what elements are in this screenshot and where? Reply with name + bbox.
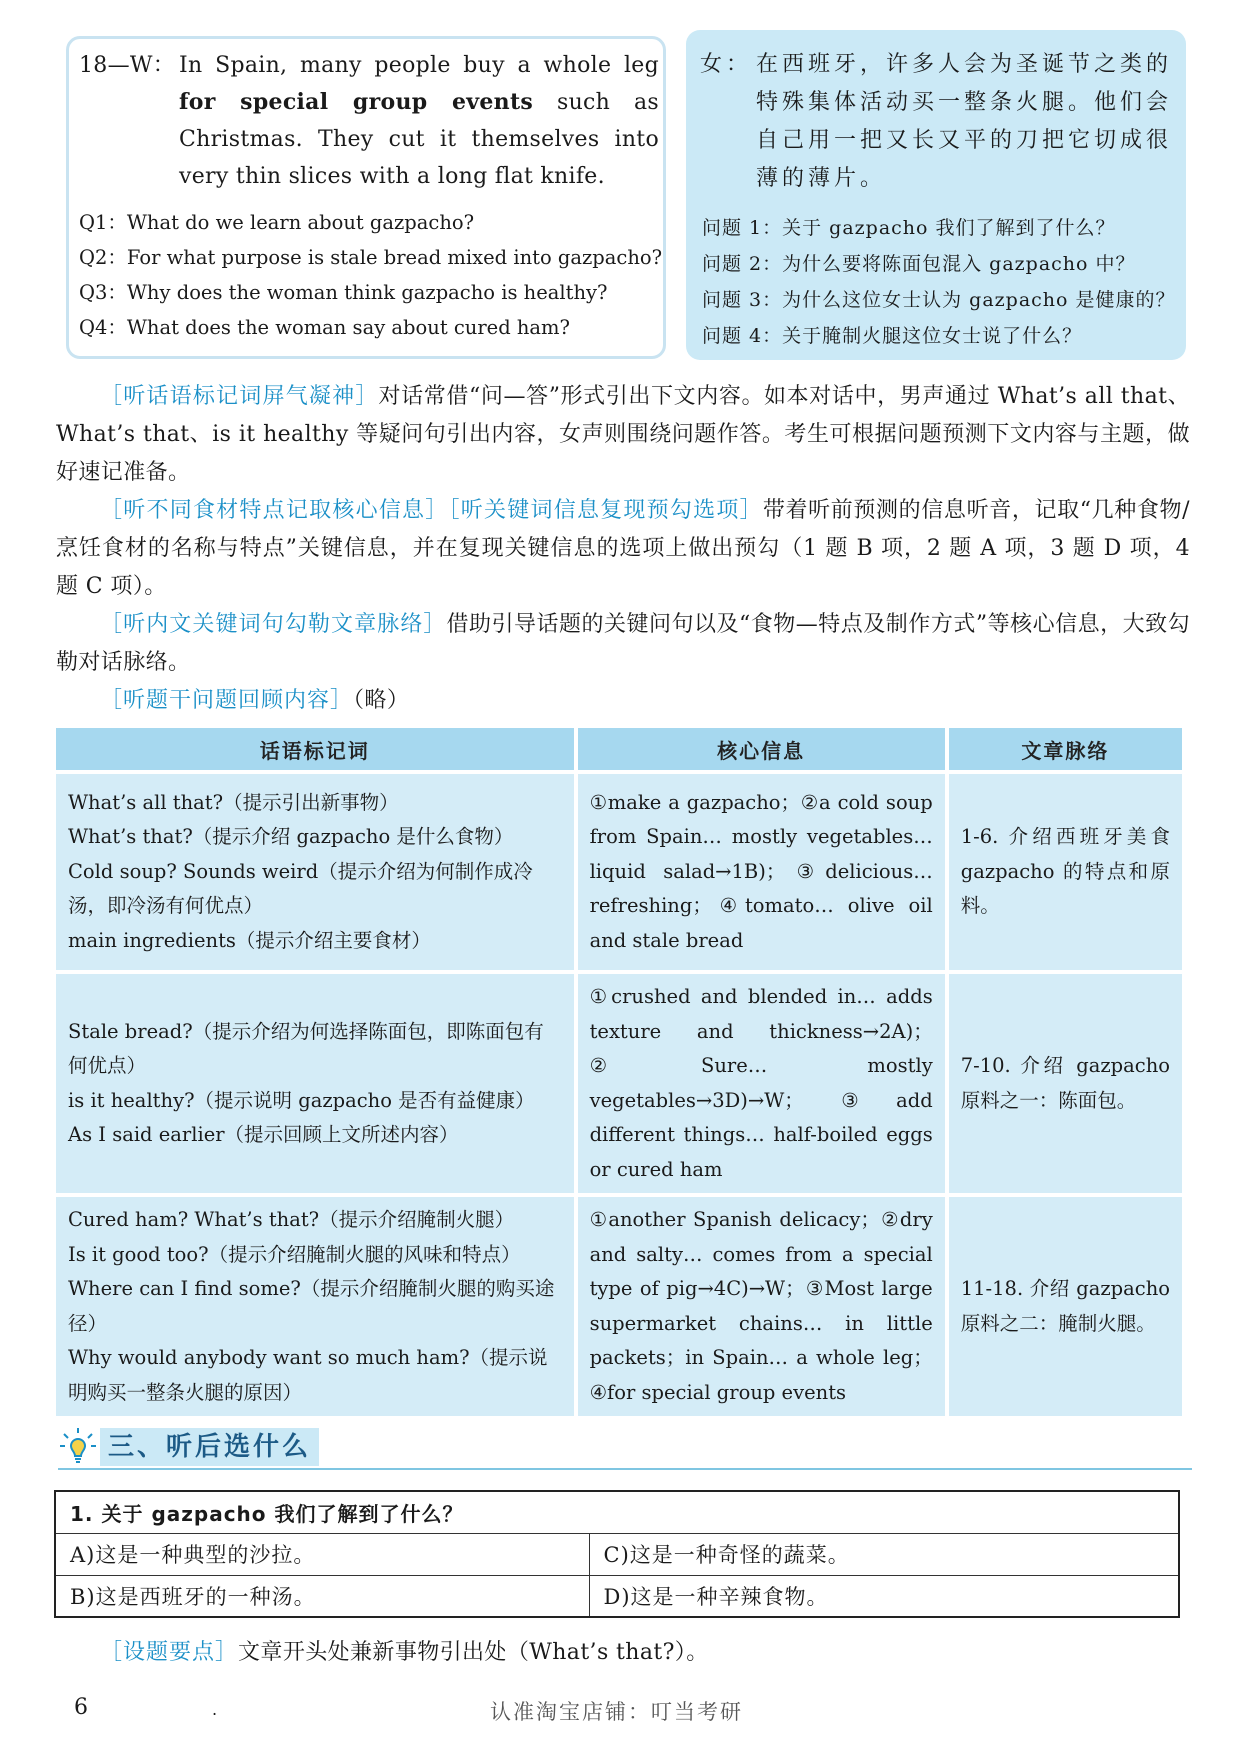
- chinese-questions: [702, 210, 1176, 354]
- chinese-translation-box: [686, 30, 1186, 360]
- markers-cell: [56, 974, 574, 1193]
- marker-line: Cured ham? What’s that?（提示介绍腌制火腿）: [68, 1208, 515, 1231]
- column-header: 话语标记词: [56, 728, 574, 770]
- column-header: 文章脉络: [949, 728, 1182, 770]
- core-info-cell: ①make a gazpacho；②a cold soup from Spain… mostly vegetables… liquid salad→1B)；③delicious… refreshing；④tomato… olive oil and stale bread: [578, 774, 945, 970]
- marker-line: What’s that?（提示介绍 gazpacho 是什么食物）: [68, 825, 514, 849]
- footer-dot: .: [212, 1700, 218, 1719]
- footer-shop-text: 认准淘宝店铺：叮当考研: [490, 1700, 743, 1724]
- page-number: 6: [74, 1695, 88, 1720]
- marker-line: Is it good too?（提示介绍腌制火腿的风味和特点）: [68, 1242, 521, 1266]
- table-row: [56, 974, 1182, 1193]
- english-questions: [79, 205, 662, 345]
- english-text-part: such as Christmas. They cut it themselves into very thin slices with a long flat knife.: [179, 90, 659, 189]
- option-c: C)这是一种奇怪的蔬菜。: [589, 1533, 1179, 1575]
- english-dialogue-box: [66, 36, 666, 359]
- english-text-part: In Spain, many people buy a whole leg: [179, 53, 659, 78]
- paragraph-text: 对话常借“问—答”形式引出下文内容。如本对话中，男声通过 What’s all that、What’s that、is it healthy 等疑问句引出内容，女声则围绕问题作答。考生可根据问题预测下文内容与主题，做好速记准备。: [56, 384, 1190, 485]
- english-dialogue-text: [179, 47, 659, 195]
- options-row: [55, 1533, 1179, 1575]
- english-text-bold: for special group events: [179, 89, 534, 115]
- marker-line: main ingredients（提示介绍主要食材）: [68, 928, 431, 952]
- markers-cell: [56, 774, 574, 970]
- chinese-dialogue: [700, 46, 1172, 198]
- column-header: 核心信息: [578, 728, 945, 770]
- section-header: [58, 1426, 1192, 1470]
- question-line: Q2：For what purpose is stale bread mixed into gazpacho?: [79, 246, 663, 269]
- question-title: 1. 关于 gazpacho 我们了解到了什么？: [55, 1491, 1179, 1533]
- paragraph-text: 文章开头处兼新事物引出处（What’s that?）。: [238, 1640, 709, 1665]
- paragraph: [56, 492, 1190, 606]
- marker-line: As I said earlier（提示回顾上文所述内容）: [68, 1123, 459, 1146]
- core-info-cell: ①crushed and blended in… adds texture and thickness→2A)；②Sure… mostly vegetables→3D)→W；③add different things… half-boiled eggs or cured ham: [578, 974, 945, 1193]
- table-row: [56, 774, 1182, 970]
- speaker-label: 女：: [700, 52, 753, 77]
- section-tag: ［听内文关键词句勾勒文章脉络］: [100, 612, 447, 637]
- question-line: 问题 1：关于 gazpacho 我们了解到了什么？: [702, 217, 1116, 239]
- option-b: B)这是西班牙的一种汤。: [55, 1575, 589, 1617]
- table-row: [56, 1197, 1182, 1416]
- marker-line: Cold soup? Sounds weird（提示介绍为何制作成冷汤，即冷汤有何优点）: [68, 859, 533, 918]
- section-tag: ［听话语标记词屏气凝神］: [100, 384, 379, 409]
- core-info-cell: ①another Spanish delicacy；②dry and salty… comes from a special type of pig→4C)→W；③Most large supermarket chains… in little packets；in Spain… a whole leg；④for special group events: [578, 1197, 945, 1416]
- table-header-row: [56, 728, 1182, 770]
- question-line: Q4：What does the woman say about cured ham?: [79, 316, 571, 339]
- markers-cell: [56, 1197, 574, 1416]
- english-dialogue: [79, 47, 659, 195]
- lightbulb-icon: [58, 1426, 98, 1470]
- paragraph: [56, 378, 1190, 492]
- question-line: Q3：Why does the woman think gazpacho is healthy?: [79, 281, 608, 304]
- outline-cell: 1-6. 介绍西班牙美食 gazpacho 的特点和原料。: [949, 774, 1182, 970]
- question-line: 问题 2：为什么要将陈面包混入 gazpacho 中？: [702, 253, 1136, 275]
- section-tag: ［听不同食材特点记取核心信息］: [100, 498, 449, 523]
- outline-cell: 11-18. 介绍 gazpacho 原料之二：腌制火腿。: [949, 1197, 1182, 1416]
- marker-line: Why would anybody want so much ham?（提示说明购买一整条火腿的原因）: [68, 1346, 548, 1404]
- option-a: A)这是一种典型的沙拉。: [55, 1533, 589, 1575]
- marker-line: Where can I find some?（提示介绍腌制火腿的购买途径）: [68, 1277, 555, 1335]
- marker-line: Stale bread?（提示介绍为何选择陈面包，即陈面包有何优点）: [68, 1019, 544, 1077]
- paragraph-text: 带着听前预测的信息听音，记取“几种食物/烹饪食材的名称与特点”关键信息，并在复现关键信息的选项上做出预勾（1 题 B 项，2 题 A 项，3 题 D 项，4 题 C 项）。: [56, 498, 1190, 599]
- paragraph: [56, 682, 1190, 720]
- marker-line: What’s all that?（提示引出新事物）: [68, 790, 399, 814]
- option-d: D)这是一种辛辣食物。: [589, 1575, 1179, 1617]
- options-row: [55, 1575, 1179, 1617]
- question-table: [54, 1490, 1180, 1618]
- question-line: 问题 4：关于腌制火腿这位女士说了什么？: [702, 325, 1083, 347]
- paragraph-text: 借助引导话题的关键问句以及“食物—特点及制作方式”等核心信息，大致勾勒对话脉络。: [56, 612, 1190, 675]
- chinese-dialogue-text: 在西班牙，许多人会为圣诞节之类的特殊集体活动买一整条火腿。他们会自己用一把又长又平的刀把它切成很薄的薄片。: [756, 52, 1173, 191]
- speaker-label: 18—W：: [79, 53, 176, 78]
- section-tag: ［听题干问题回顾内容］: [100, 688, 354, 713]
- tip-paragraph: [56, 1634, 1190, 1672]
- question-line: 问题 3：为什么这位女士认为 gazpacho 是健康的？: [702, 289, 1176, 311]
- section-tag: ［听关键词信息复现预勾选项］: [448, 498, 763, 523]
- section-tag: ［设题要点］: [100, 1640, 239, 1665]
- section-title: 三、听后选什么: [100, 1428, 319, 1466]
- question-line: Q1：What do we learn about gazpacho?: [79, 211, 475, 234]
- question-row: [55, 1491, 1179, 1533]
- marker-line: is it healthy?（提示说明 gazpacho 是否有益健康）: [68, 1088, 535, 1112]
- paragraph-text: （略）: [353, 688, 410, 713]
- analysis-table: [52, 724, 1186, 1420]
- outline-cell: 7-10. 介绍 gazpacho 原料之一：陈面包。: [949, 974, 1182, 1193]
- paragraph: [56, 606, 1190, 682]
